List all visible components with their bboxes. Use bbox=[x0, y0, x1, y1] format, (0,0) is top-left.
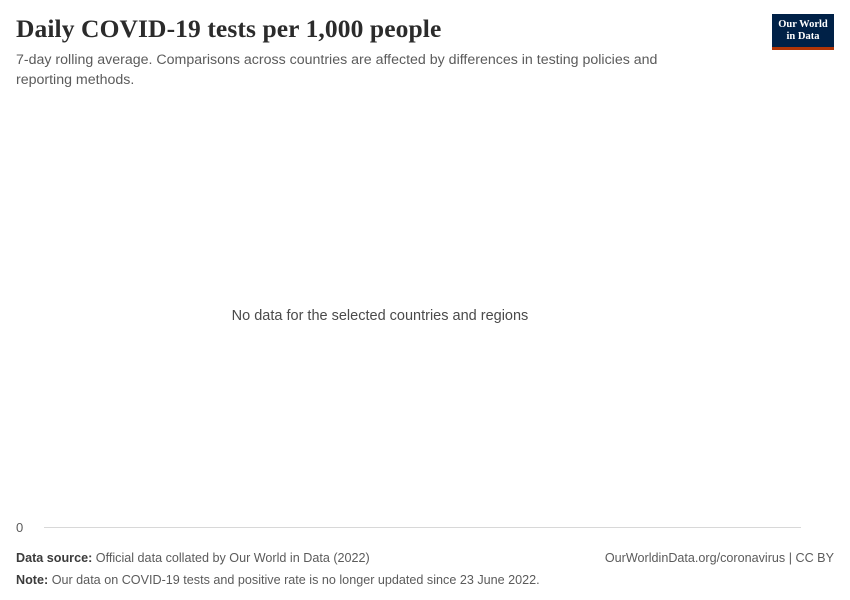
y-axis-zero-gridline bbox=[44, 527, 801, 528]
attribution-link[interactable]: OurWorldinData.org/coronavirus | CC BY bbox=[604, 550, 834, 565]
note-text: Our data on COVID-19 tests and positive rate is no longer updated since 23 June 2022. bbox=[51, 572, 540, 587]
data-source-text: Official data collated by Our World in Data (2022) bbox=[95, 550, 370, 565]
chart-plot-area bbox=[16, 104, 834, 535]
chart-header bbox=[16, 14, 834, 91]
chart-subtitle: 7-day rolling average. Comparisons across countries are affected by differences in testing policies and reporting methods. bbox=[16, 52, 658, 88]
our-world-in-data-logo[interactable] bbox=[772, 14, 834, 50]
logo-line-2: in Data bbox=[786, 30, 820, 42]
logo-line-1: Our World bbox=[778, 19, 828, 30]
page-title: Daily COVID-19 tests per 1,000 people bbox=[16, 14, 442, 43]
data-source-label: Data source: bbox=[16, 550, 93, 565]
data-source-row bbox=[16, 548, 834, 568]
y-axis-tick-label-0: 0 bbox=[16, 520, 24, 535]
note-row bbox=[16, 570, 834, 590]
note-label: Note: bbox=[16, 572, 49, 587]
chart-footer bbox=[16, 548, 834, 590]
no-data-message: No data for the selected countries and regions bbox=[231, 308, 529, 324]
